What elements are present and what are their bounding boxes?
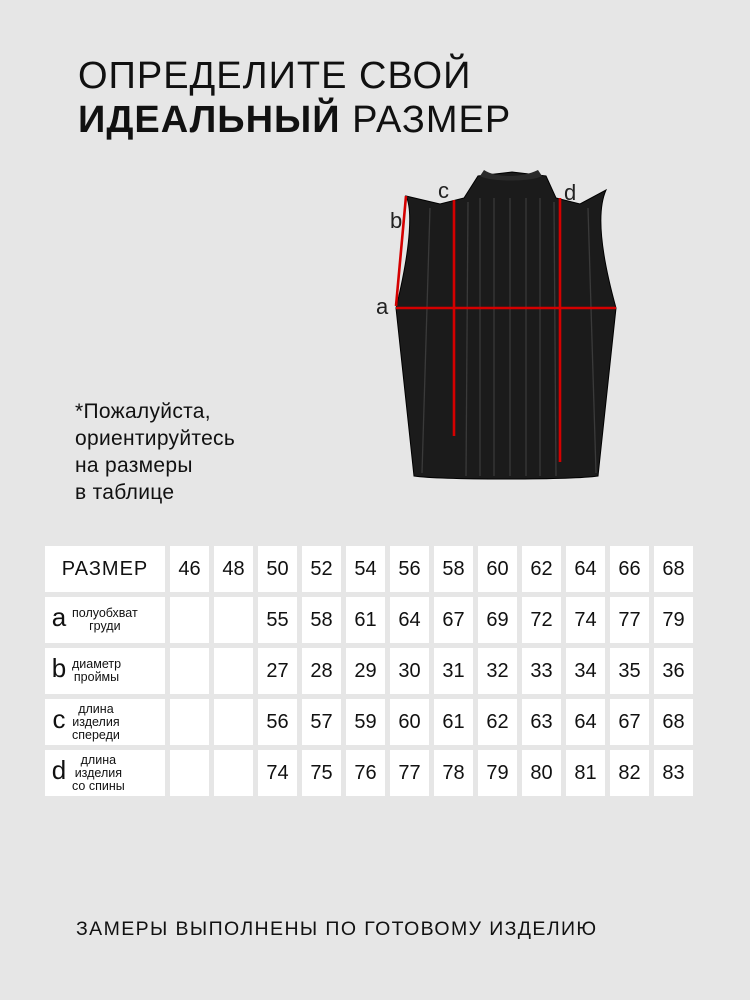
size-cell: 56	[390, 546, 429, 592]
label-a: a	[376, 294, 389, 319]
size-cell: 52	[302, 546, 341, 592]
size-cell: 66	[610, 546, 649, 592]
value-cell	[214, 750, 253, 796]
label-b: b	[390, 208, 403, 233]
row-letter: a	[51, 602, 67, 632]
value-cell	[170, 597, 209, 643]
row-letter: d	[51, 755, 67, 785]
row-description: длина изделия спереди	[72, 701, 120, 742]
size-cell: 64	[566, 546, 605, 592]
title-line-1: ОПРЕДЕЛИТЕ СВОЙ	[78, 55, 472, 97]
row-label	[45, 750, 165, 796]
value-cell: 62	[478, 699, 517, 745]
value-cell	[170, 699, 209, 745]
vest-diagram	[370, 168, 640, 488]
value-cell: 64	[390, 597, 429, 643]
value-cell: 61	[346, 597, 385, 643]
table-row	[45, 750, 693, 796]
footer-note: ЗАМЕРЫ ВЫПОЛНЕНЫ ПО ГОТОВОМУ ИЗДЕЛИЮ	[76, 918, 598, 940]
row-label	[45, 648, 165, 694]
size-cell: 60	[478, 546, 517, 592]
value-cell: 35	[610, 648, 649, 694]
value-cell: 36	[654, 648, 693, 694]
size-cell: 46	[170, 546, 209, 592]
value-cell: 77	[610, 597, 649, 643]
value-cell: 74	[566, 597, 605, 643]
size-cell: 50	[258, 546, 297, 592]
value-cell: 75	[302, 750, 341, 796]
title-line-2-rest: РАЗМЕР	[352, 99, 512, 141]
value-cell: 79	[654, 597, 693, 643]
value-cell: 27	[258, 648, 297, 694]
value-cell: 69	[478, 597, 517, 643]
value-cell	[170, 648, 209, 694]
value-cell: 57	[302, 699, 341, 745]
row-letter: c	[52, 704, 66, 734]
size-header-row	[45, 546, 693, 592]
value-cell: 55	[258, 597, 297, 643]
table-row	[45, 648, 693, 694]
row-letter: b	[51, 653, 67, 683]
size-cell: 62	[522, 546, 561, 592]
value-cell: 63	[522, 699, 561, 745]
value-cell: 28	[302, 648, 341, 694]
value-cell: 61	[434, 699, 473, 745]
value-cell: 59	[346, 699, 385, 745]
size-table	[40, 541, 698, 801]
value-cell: 74	[258, 750, 297, 796]
value-cell	[170, 750, 209, 796]
size-cell: 48	[214, 546, 253, 592]
note-line: ориентируйтесь	[75, 427, 236, 450]
value-cell: 31	[434, 648, 473, 694]
value-cell: 32	[478, 648, 517, 694]
value-cell: 82	[610, 750, 649, 796]
table-row	[45, 699, 693, 745]
label-c: c	[438, 178, 449, 203]
value-cell: 29	[346, 648, 385, 694]
row-description: полуобхват груди	[72, 606, 138, 633]
value-cell: 67	[434, 597, 473, 643]
row-label	[45, 597, 165, 643]
table-row	[45, 597, 693, 643]
vest-body	[396, 170, 616, 479]
value-cell: 68	[654, 699, 693, 745]
size-cell: 58	[434, 546, 473, 592]
value-cell: 33	[522, 648, 561, 694]
value-cell	[214, 699, 253, 745]
value-cell: 67	[610, 699, 649, 745]
size-header-label: РАЗМЕР	[45, 546, 165, 592]
value-cell: 64	[566, 699, 605, 745]
row-label	[45, 699, 165, 745]
value-cell: 83	[654, 750, 693, 796]
row-description: длина изделия со спины	[72, 752, 125, 793]
value-cell: 80	[522, 750, 561, 796]
value-cell: 72	[522, 597, 561, 643]
value-cell: 30	[390, 648, 429, 694]
value-cell: 60	[390, 699, 429, 745]
value-cell	[214, 597, 253, 643]
value-cell: 79	[478, 750, 517, 796]
title-bold-word: ИДЕАЛЬНЫЙ	[78, 99, 341, 141]
note-line: в таблице	[75, 481, 175, 504]
value-cell: 78	[434, 750, 473, 796]
value-cell: 34	[566, 648, 605, 694]
page-title	[78, 54, 511, 142]
size-cell: 54	[346, 546, 385, 592]
size-note	[75, 398, 235, 506]
size-cell: 68	[654, 546, 693, 592]
value-cell: 58	[302, 597, 341, 643]
note-line: *Пожалуйста,	[75, 400, 211, 423]
row-description: диаметр проймы	[72, 657, 122, 684]
value-cell: 56	[258, 699, 297, 745]
note-line: на размеры	[75, 454, 193, 477]
value-cell: 76	[346, 750, 385, 796]
label-d: d	[564, 180, 577, 205]
value-cell: 77	[390, 750, 429, 796]
value-cell: 81	[566, 750, 605, 796]
value-cell	[214, 648, 253, 694]
